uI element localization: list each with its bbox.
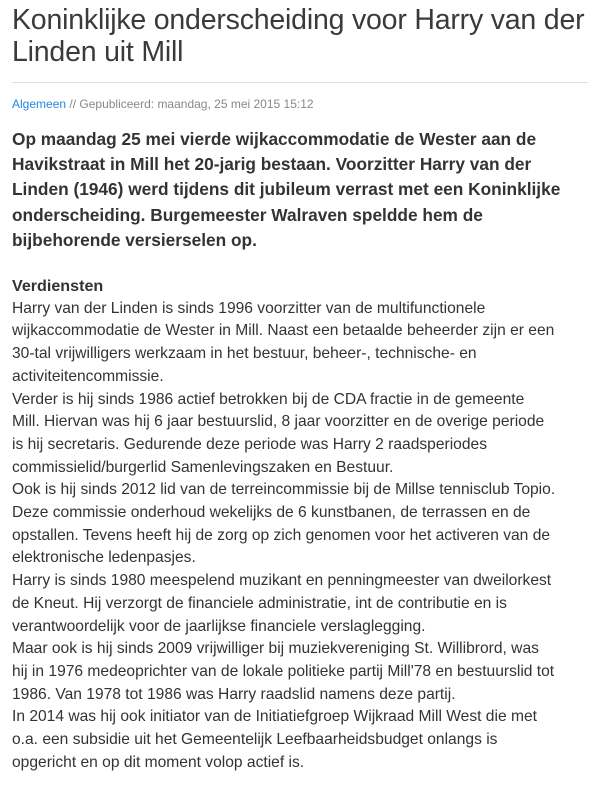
body-line: Ook is hij sinds 2012 lid van de terreincommissie bij de Millse tennisclub Topio. [12, 481, 556, 499]
category-link[interactable]: Algemeen [12, 97, 67, 111]
body-line: Mill. Hiervan was hij 6 jaar bestuurslid, 8 jaar voorzitter en de overige periode [12, 413, 545, 431]
section-heading-verdiensten: Verdiensten [12, 277, 104, 296]
body-line: hij in 1976 medeoprichter van de lokale politieke partij Mill'78 en bestuurslid tot [12, 662, 555, 680]
meta-separator: // [66, 97, 80, 111]
body-line: Harry is sinds 1980 meespelend muzikant en penningmeester van dweilorkest [12, 572, 552, 590]
body-line: de Kneut. Hij verzorgt de financiele administratie, int de contributie en is [12, 594, 507, 612]
article-title: Koninklijke onderscheiding voor Harry van der Linden uit Mill [12, 4, 585, 68]
body-line: is hij secretaris. Gedurende deze periode was Harry 2 raadsperiodes [12, 435, 487, 453]
body-line: wijkaccommodatie de Wester in Mill. Naast een betaalde beheerder zijn er een [12, 322, 555, 340]
body-line: elektronische ledenpasjes. [12, 549, 196, 567]
body-line: 1986. Van 1978 tot 1986 was Harry raadslid namens deze partij. [12, 685, 456, 703]
body-line: verantwoordelijk voor de jaarlijkse financiele verslaglegging. [12, 617, 426, 635]
title-divider [12, 82, 588, 83]
body-line: opstallen. Tevens heeft hij de zorg op zich genomen voor het activeren van de [12, 526, 551, 544]
body-line: In 2014 was hij ook initiator van de Initiatiefgroep Wijkraad Mill West die met [12, 708, 537, 726]
body-line: o.a. een subsidie uit het Gemeentelijk Leefbaarheidsbudget onlangs is [12, 731, 498, 749]
body-line: commissielid/burgerlid Samenlevingszaken en Bestuur. [12, 458, 394, 476]
article-meta [12, 97, 588, 111]
article-body [12, 298, 588, 775]
body-line: Verder is hij sinds 1986 actief betrokken bij de CDA fractie in de gemeente [12, 390, 525, 408]
published-date: Gepubliceerd: maandag, 25 mei 2015 15:12 [79, 97, 314, 111]
body-line: activiteitencommissie. [12, 367, 164, 385]
body-line: opgericht en op dit moment volop actief is. [12, 753, 305, 771]
body-line: Deze commissie onderhoud wekelijks de 6 kunstbanen, de terrassen en de [12, 504, 531, 522]
body-line: 30-tal vrijwilligers werkzaam in het bestuur, beheer-, technische- en [12, 345, 477, 363]
body-line: Harry van der Linden is sinds 1996 voorzitter van de multifunctionele [12, 299, 486, 317]
body-line: Maar ook is hij sinds 2009 vrijwilliger bij muziekvereniging St. Willibrord, was [12, 640, 539, 658]
article-lead: Op maandag 25 mei vierde wijkaccommodatie de Wester aan de Havikstraat in Mill het 20-jarig bestaan. Voorzitter Harry van der Linden (1946) werd tijdens dit jubileum verrast met een Koninklijke onderscheiding. Burgemeester Walraven speldde hem de bijbehorende versierselen op. [12, 129, 561, 250]
